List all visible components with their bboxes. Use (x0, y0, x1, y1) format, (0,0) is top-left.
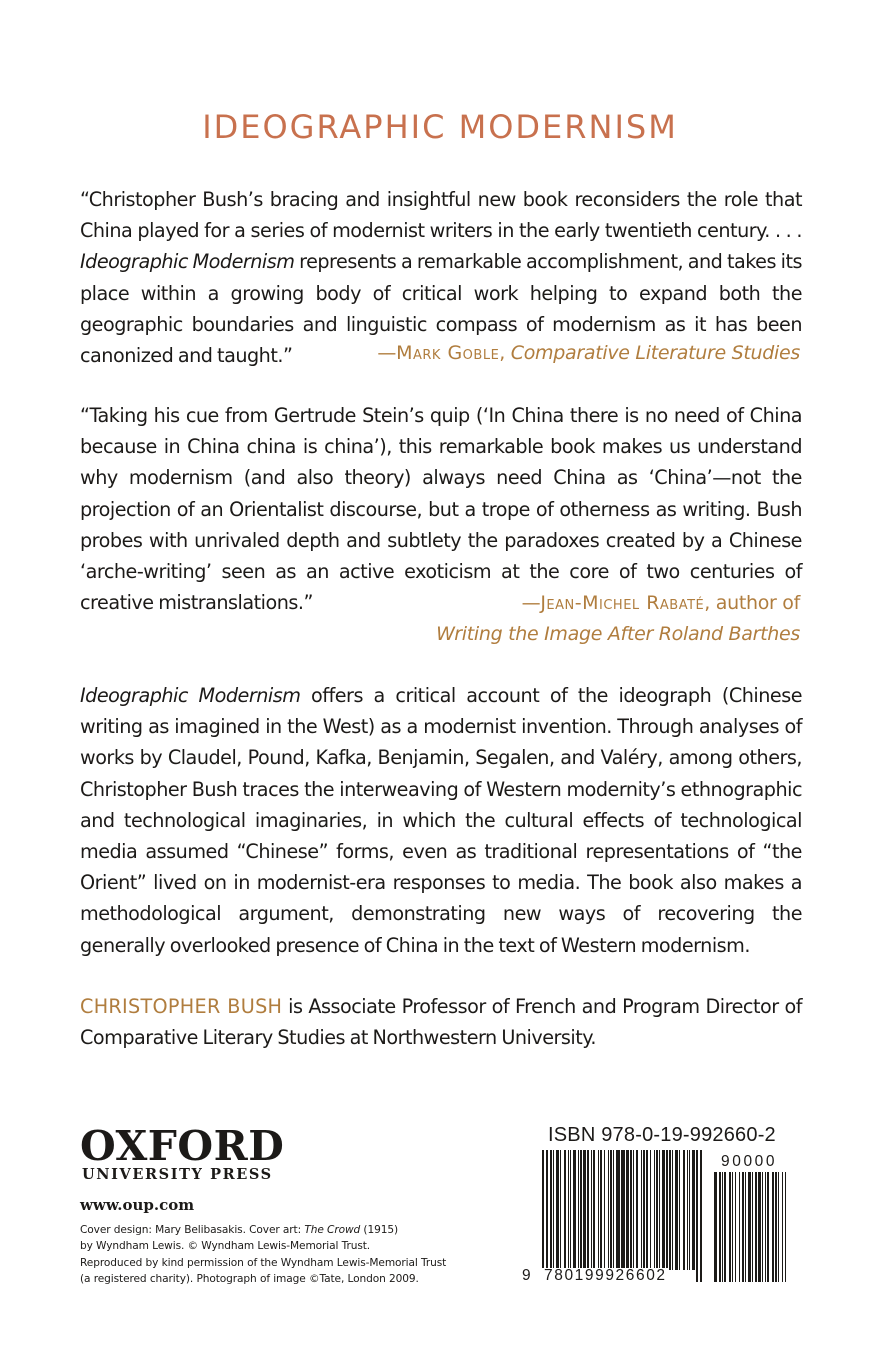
credit-line-4: (a registered charity). Photograph of image ©Tate, London 2009. (80, 1272, 419, 1285)
review-1-text-start: “Christopher Bush’s bracing and insightful new book reconsiders the role that China played for a series of modernist writers in the early twentieth century. . . . (80, 188, 802, 243)
press-name: UNIVERSITY PRESS (82, 1166, 273, 1183)
attribution-dash: — (521, 592, 541, 614)
reviewer-role: , author of (704, 592, 800, 614)
reviewer-book-title: Writing the Image After Roland Barthes (436, 623, 800, 645)
isbn-label: ISBN 978-0-19-992660-2 (548, 1124, 776, 1146)
reviewer-name: Mark Goble (396, 342, 500, 364)
book-title: IDEOGRAPHIC MODERNISM (202, 108, 678, 146)
barcode-main-digits: 780199926602 (544, 1267, 667, 1284)
credit-line-1: Cover design: Mary Belibasakis. Cover art: (80, 1224, 305, 1236)
review-2-attribution (436, 588, 800, 650)
review-1-text-end: represents a remarkable accomplishment, and takes its place within a growing body of critical work helping to expand both the geographic boundaries and linguistic compass of modernism as it has been canonized and taught.” (80, 250, 802, 368)
review-1-attribution (377, 338, 800, 369)
author-bio-text: is Associate Professor of French and Program Director of Comparative Literary Studies at Northwestern University. (80, 995, 802, 1050)
book-description (80, 680, 802, 961)
artwork-title: The Crowd (304, 1224, 361, 1236)
isbn-barcode (520, 1150, 800, 1290)
description-text: offers a critical account of the ideograph (Chinese writing as imagined in the West) as a modernist invention. Through analyses of works by Claudel, Pound, Kafka, Benjamin, Segalen, and Valéry, among others, Christopher Bush traces the interweaving of Western modernity’s ethnographic and technological imaginaries, in which the cultural effects of technological media assumed “Chinese” forms, even as traditional representations of “the Orient” lived on in modernist-era responses to media. The book also makes a methodological argument, demonstrating new ways of recovering the generally overlooked presence of China in the text of Western modernism. (80, 684, 802, 957)
barcode-addon-digits: 90000 (721, 1153, 778, 1170)
description-italic-title: Ideographic Modernism (80, 684, 301, 707)
author-bio (80, 991, 802, 1053)
publisher-website: www.oup.com (80, 1196, 195, 1214)
cover-credits (80, 1222, 460, 1287)
reviewer-name: Jean-Michel Rabaté (540, 592, 705, 614)
attribution-separator: , (499, 342, 511, 364)
review-2-quote: “Taking his cue from Gertrude Stein’s quip (‘In China there is no need of China because in China china is china’), this remarkable book makes us understand why modernism (and also theory) always need China as ‘China’—not the projection of an Orientalist discourse, but a trope of otherness as writing. Bush probes with unrivaled depth and subtlety the paradoxes created by a Chinese ‘arche-writing’ seen as an active exoticism at the core of two centuries of creative mistranslations.” (80, 404, 802, 615)
attribution-dash: — (377, 342, 397, 364)
oxford-logo: OXFORD (80, 1122, 285, 1170)
credit-line-3: Reproduced by kind permission of the Wyndham Lewis-Memorial Trust (80, 1256, 447, 1269)
author-name: CHRISTOPHER BUSH (80, 995, 283, 1018)
reviewer-publication: Comparative Literature Studies (510, 342, 800, 364)
barcode-lead-digit: 9 (522, 1267, 533, 1284)
review-1-italic-title: Ideographic Modernism (80, 250, 295, 274)
credit-line-2: by Wyndham Lewis. © Wyndham Lewis-Memorial Trust. (80, 1240, 371, 1253)
artwork-year: (1915) (360, 1224, 399, 1236)
